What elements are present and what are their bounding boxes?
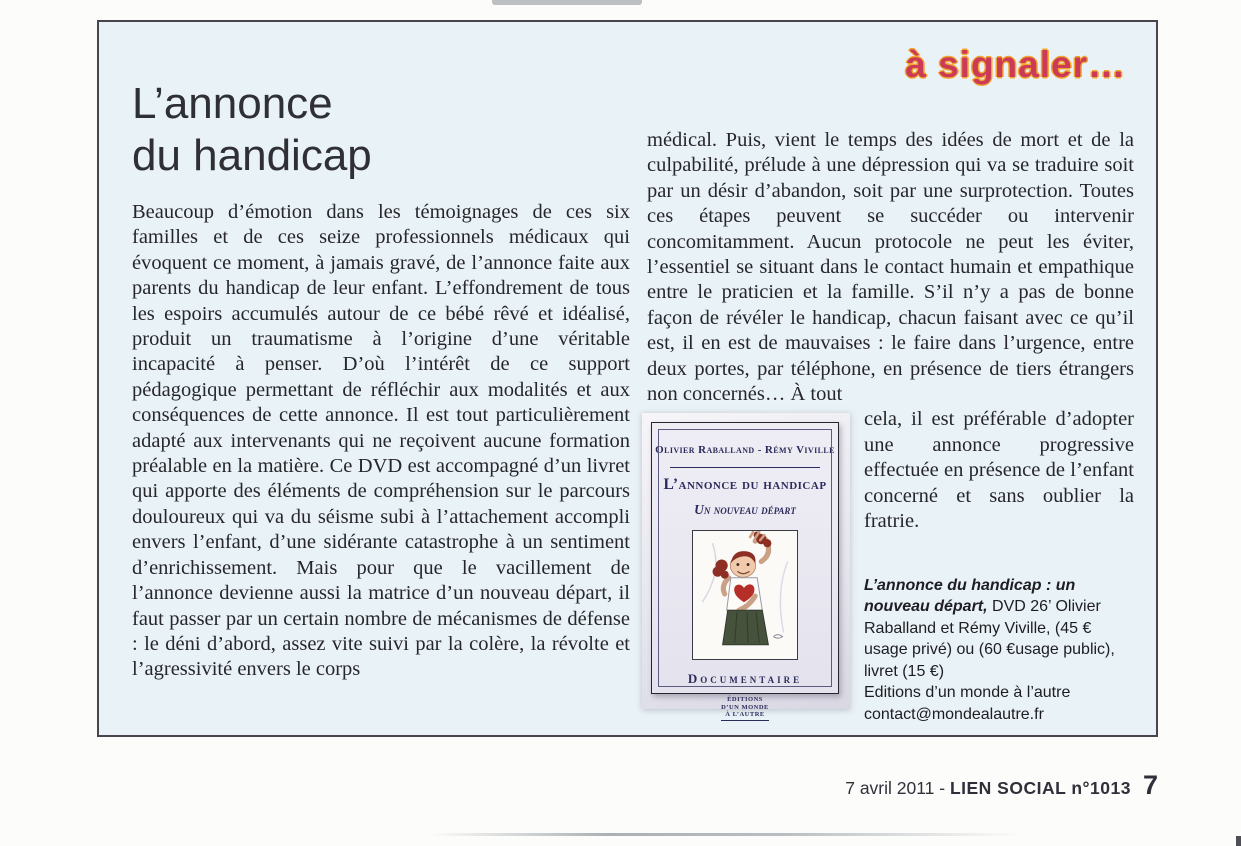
dvd-cover-publisher bbox=[721, 696, 769, 721]
caption-title: L’annonce du handicap : un nouveau départ, bbox=[864, 576, 1076, 615]
right-column-text-part1: médical. Puis, vient le temps des idées de mort et de la culpabilité, prélude à une dépression qui va se traduire soit par un désir d’abandon, soit par une surprotection. Toutes ces étapes peuvent se succéder ou intervenir concomitamment. Aucun protocole ne peut les éviter, l’essentiel se situant dans le contact humain et empathique entre le praticien et la famille. S’il n’y a pas de bonne façon de révéler le handicap, chacun faisant avec ce qu’il est, il en est de mauvaises : le faire dans l’urgence, entre deux portes, par téléphone, en présence de tiers étrangers non concernés… À tout bbox=[647, 129, 1134, 406]
section-label: à signaler… bbox=[905, 44, 1126, 85]
dvd-cover-publisher-line3: À L’AUTRE bbox=[725, 711, 765, 719]
page-footer bbox=[97, 770, 1158, 801]
right-column-wrap-block bbox=[647, 407, 1134, 725]
scan-artifact-bottom bbox=[430, 833, 1020, 836]
article-title-line1: L’annonce bbox=[132, 79, 333, 128]
girl-illustration bbox=[692, 530, 798, 660]
dvd-cover-publisher-line2: D’UN MONDE bbox=[721, 703, 769, 711]
right-column-text-part2: cela, il est préférable d’adopter une annonce progressive effectuée en présence de l’enfant concerné et sans oublier la fratrie. bbox=[864, 408, 1134, 533]
dvd-cover-subtitle: Un nouveau départ bbox=[694, 502, 796, 518]
caption-contact-email: contact@mondealautre.fr bbox=[864, 705, 1044, 723]
dvd-photo bbox=[642, 413, 850, 719]
footer-page-number: 7 bbox=[1142, 770, 1158, 800]
article-panel bbox=[97, 20, 1158, 737]
dvd-cover-publisher-line1: ÉDITIONS bbox=[727, 696, 763, 704]
left-column bbox=[132, 200, 630, 683]
dvd-cover-rule bbox=[670, 467, 820, 468]
caption-publisher: Editions d’un monde à l’autre bbox=[864, 684, 1071, 701]
footer-journal-title: LIEN SOCIAL n°1013 bbox=[949, 778, 1131, 798]
right-column bbox=[647, 128, 1134, 725]
left-column-text: Beaucoup d’émotion dans les témoignages de ces six familles et de ces seize professionnels médicaux qui évoquent ce moment, à jamais gravé, de l’annonce faite aux parents du handicap de leur enfant. L’effondrement de tous les espoirs accumulés autour de ce bébé rêvé et idéalisé, produit un traumatisme à l’origine d’une véritable incapacité à penser. D’où l’intérêt de ce support pédagogique permettant de réfléchir aux modalités et aux conséquences de cette annonce. Il est tout particulièrement adapté aux intervenants qui ne reçoivent aucune formation préalable en la matière. Ce DVD est accompagné d’un livret qui apporte des éléments de compréhension sur le parcours douloureux qui va du séisme subi à l’attachement accompli envers l’enfant, d’une sidérante catastrophe à un sentiment d’enrichissement. Mais pour que le vacillement de l’annonce devienne aussi la matrice d’un nouveau départ, il faut passer par un certain nombre de mécanismes de défense : le déni d’abord, assez vite suivi par la colère, la révolte et l’agressivité envers le corps bbox=[132, 201, 630, 681]
dvd-cover-title: L’annonce du handicap bbox=[663, 475, 827, 493]
dvd-cover-genre: Documentaire bbox=[687, 670, 803, 686]
caption-details: DVD 26’ Olivier Raballand et Rémy Viville, (45 € usage privé) ou (60 €usage public), livret (15 €) bbox=[864, 598, 1115, 680]
scan-artifact-top bbox=[492, 0, 642, 5]
footer-date: 7 avril 2011 - bbox=[845, 778, 950, 798]
scan-artifact-corner bbox=[1236, 836, 1241, 846]
dvd-cover bbox=[651, 422, 839, 719]
article-title bbox=[132, 78, 372, 182]
article-title-line2: du handicap bbox=[132, 131, 372, 180]
dvd-cover-authors: Olivier Raballand - Rémy Viville bbox=[655, 444, 835, 457]
